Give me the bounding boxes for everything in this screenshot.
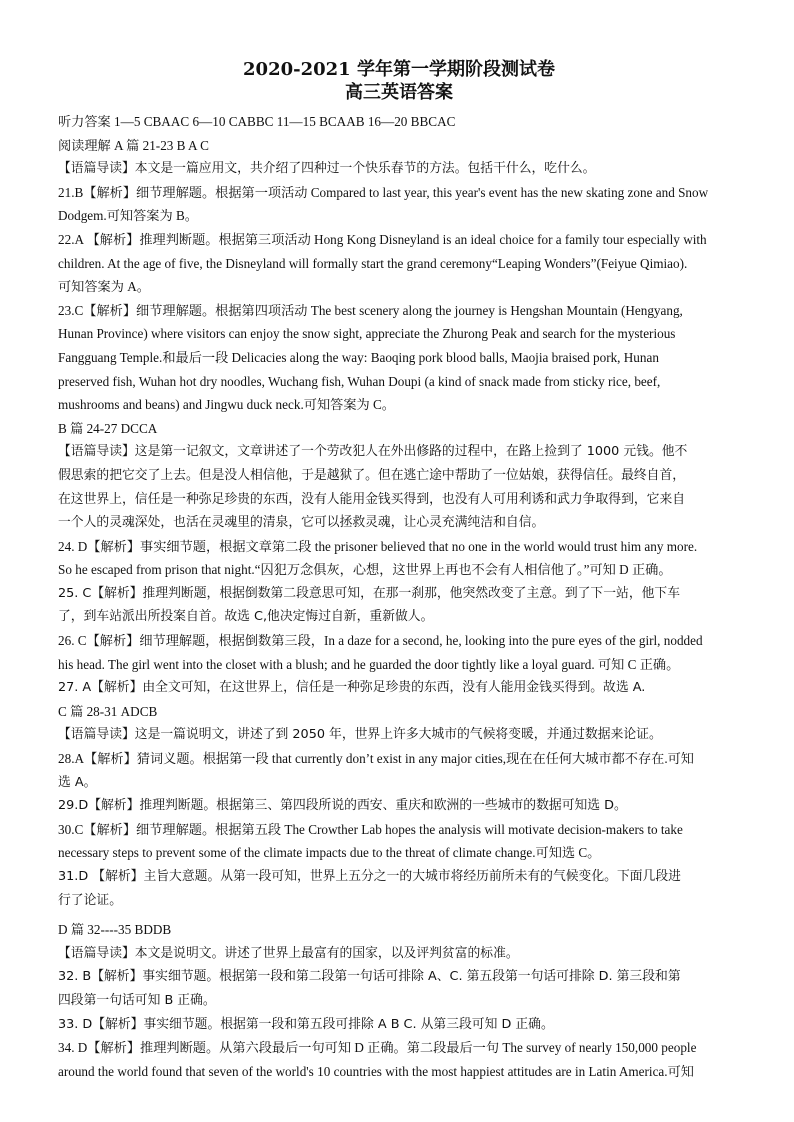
answer-line: 【语篇导读】这是第一记叙文，文章讲述了一个劳改犯人在外出修路的过程中，在路上捡到了 1000 元钱。他不	[58, 444, 688, 460]
answer-line: 28.A【解析】猜词义题。根据第一段 that currently don’t exist in any major cities,现在在任何大城市都不存在.可知	[58, 751, 694, 767]
answer-line: necessary steps to prevent some of the climate impacts due to the threat of climate change.可知选 C。	[58, 845, 601, 861]
answer-line: Fangguang Temple.和最后一段 Delicacies along the way: Baoqing pork blood balls, Maojia braised pork, Hunan	[58, 349, 659, 365]
answer-line: 【语篇导读】本文是说明文。讲述了世界上最富有的国家，以及评判贫富的标准。	[58, 945, 519, 961]
answer-line: 34. D【解析】推理判断题。从第六段最后一句可知 D 正确。第二段最后一句 The survey of nearly 150,000 people	[58, 1040, 697, 1056]
answer-line: 30.C【解析】细节理解题。根据第五段 The Crowther Lab hopes the analysis will motivate decision-makers to take	[58, 821, 683, 837]
answer-line: 【语篇导读】这是一篇说明文，讲述了到 2050 年，世界上许多大城市的气候将变暖，并通过数据来论证。	[58, 727, 662, 743]
answer-line: mushrooms and beans) and Jingwu duck neck.可知答案为 C。	[58, 397, 395, 413]
exam-title: 2020-2021 学年第一学期阶段测试卷	[243, 59, 555, 80]
answer-line: 22.A 【解析】推理判断题。根据第三项活动 Hong Kong Disneyland is an ideal choice for a family tour especially with	[58, 231, 707, 247]
answer-line: 32. B【解析】事实细节题。根据第一段和第二段第一句话可排除 A、C. 第五段第一句话可排除 D. 第三段和第	[58, 969, 681, 985]
answer-line: 阅读理解 A 篇 21-23 B A C	[58, 137, 209, 153]
answer-line: 29.D【解析】推理判断题。根据第三、第四段所说的西安、重庆和欧洲的一些城市的数据可知选 D。	[58, 798, 627, 814]
answer-line: his head. The girl went into the closet with a blush; and he guarded the door tightly like a loyal guard. 可知 C 正确。	[58, 656, 680, 672]
answer-line: Hunan Province) where visitors can enjoy the snow sight, appreciate the Zhurong Peak and search for the mysterious	[58, 326, 676, 342]
answer-line: around the world found that seven of the world's 10 countries with the most happiest attitudes are in Latin America.可知	[58, 1063, 694, 1079]
answer-line: 四段第一句话可知 B 正确。	[58, 992, 216, 1008]
answer-line: 一个人的灵魂深处，也活在灵魂里的清泉，它可以拯救灵魂，让心灵充满纯洁和自信。	[58, 515, 545, 531]
answer-line: 25. C【解析】推理判断题，根据倒数第二段意思可知，在那一刹那，他突然改变了主意。到了下一站，他下车	[58, 585, 681, 601]
answer-line: 26. C【解析】细节理解题，根据倒数第三段，In a daze for a second, he, looking into the pure eyes of the girl, nodded	[58, 633, 703, 649]
answer-line: 33. D【解析】事实细节题。根据第一段和第五段可排除 A B C. 从第三段可知 D 正确。	[58, 1016, 554, 1032]
answer-line: D 篇 32----35 BDDB	[58, 922, 172, 938]
answer-line: B 篇 24-27 DCCA	[58, 420, 158, 436]
answer-body	[58, 110, 740, 1083]
answer-line: 了，到车站派出所投案自首。故选 C,他决定悔过自新，重新做人。	[58, 609, 434, 625]
answer-line: preserved fish, Wuhan hot dry noodles, Wuchang fish, Wuhan Doupi (a kind of snack made from sticky rice, beef,	[58, 373, 661, 389]
answer-line: Dodgem.可知答案为 B。	[58, 208, 198, 224]
exam-subtitle: 高三英语答案	[345, 82, 453, 103]
answer-line: 可知答案为 A。	[58, 279, 150, 295]
answer-line: 24. D【解析】事实细节题，根据文章第二段 the prisoner believed that no one in the world would trust him any more.	[58, 538, 698, 554]
answer-line: So he escaped from prison that night.“囚犯万念俱灰，心想，这世界上再也不会有人相信他了。”可知 D 正确。	[58, 562, 672, 578]
answer-line: 选 A。	[58, 774, 97, 790]
answer-line: 27. A【解析】由全文可知，在这世界上，信任是一种弥足珍贵的东西，没有人能用金钱买得到。故选 A.	[58, 680, 646, 696]
answer-line: C 篇 28-31 ADCB	[58, 703, 158, 719]
answer-line: 行了论证。	[58, 892, 122, 908]
answer-line: 23.C【解析】细节理解题。根据第四项活动 The best scenery along the journey is Hengshan Mountain (Hengyang,	[58, 302, 683, 318]
answer-line: 31.D 【解析】主旨大意题。从第一段可知，世界上五分之一的大城市将经历前所未有的气候变化。下面几段进	[58, 869, 681, 884]
answer-line: 假思索的把它交了上去。但是没人相信他，于是越狱了。但在逃亡途中帮助了一位姑娘，获得信任。最终自首，	[58, 467, 686, 483]
answer-line: 听力答案 1—5 CBAAC 6—10 CABBC 11—15 BCAAB 16—20 BBCAC	[58, 114, 456, 129]
answer-line: 在这世界上，信任是一种弥足珍贵的东西，没有人能用金钱买得到，也没有人可用利诱和武力争取得到，它来自	[58, 491, 686, 507]
answer-line: 21.B【解析】细节理解题。根据第一项活动 Compared to last year, this year's event has the new skating zone and Snow	[58, 184, 709, 200]
answer-line: children. At the age of five, the Disneyland will formally start the grand ceremony“Leaping Wonders”(Feiyue Qimiao).	[58, 255, 688, 271]
answer-line: 【语篇导读】本文是一篇应用文，共介绍了四种过一个快乐春节的方法。包括干什么，吃什么。	[58, 161, 596, 177]
